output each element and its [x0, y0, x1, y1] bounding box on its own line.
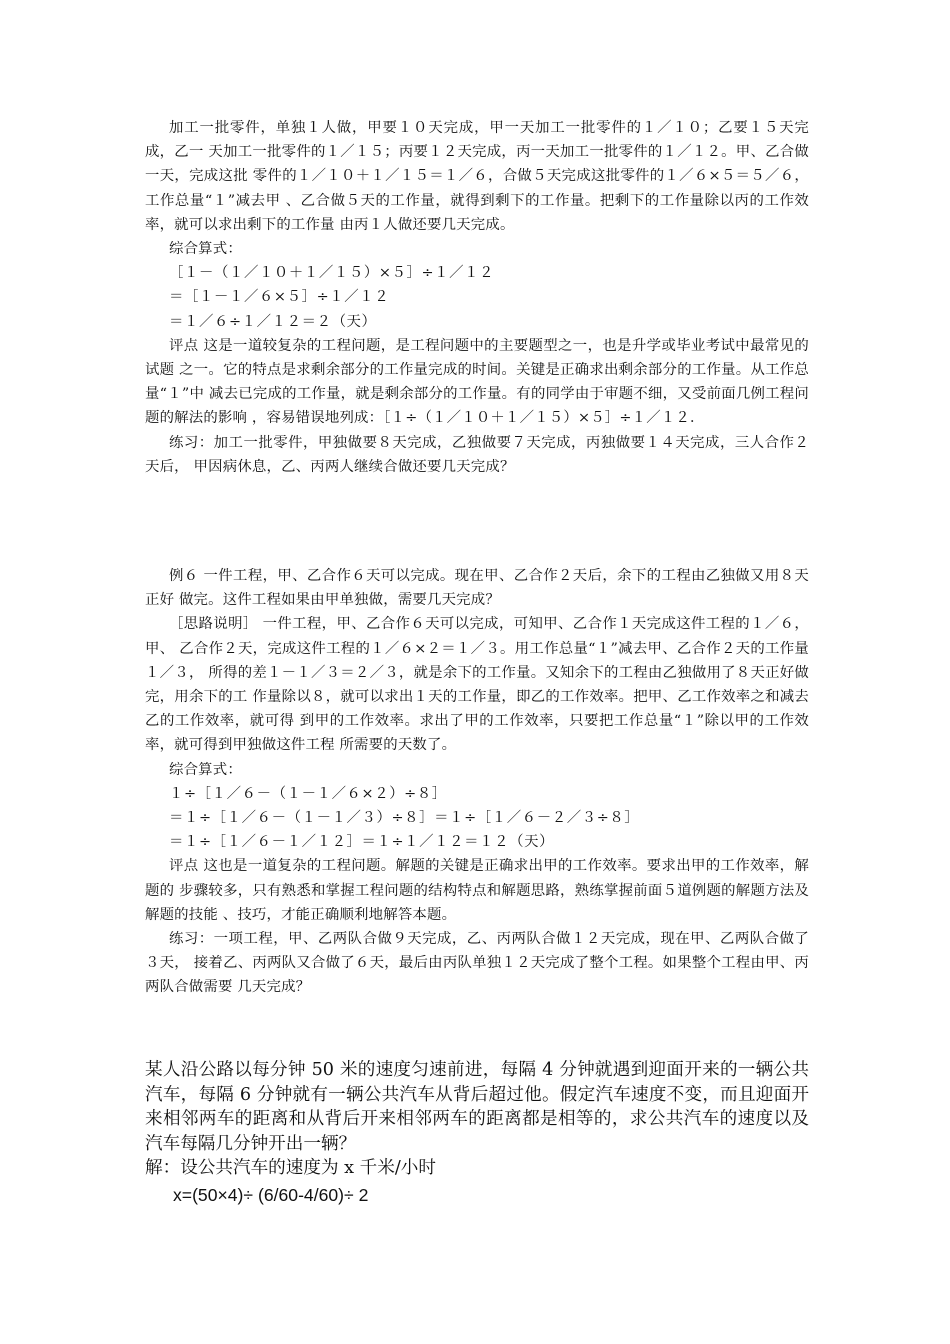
formula-line: ＝［１－１／６×５］÷１／１２	[169, 289, 390, 306]
formula-line: ＝１÷［１／６－（１－１／３）÷８］＝１÷［１／６－２／３÷８］	[169, 810, 640, 827]
comment-paragraph: 评点 这也是一道复杂的工程问题。解题的关键是正确求出甲的工作效率。要求出甲的工作效率，解题的 步骤较多，只有熟悉和掌握工程问题的结构特点和解题思路，熟练掌握前面５道例题的解题方法及解题的技能 、技巧，才能正确顺利地解答本题。	[145, 858, 809, 923]
problem-intro: 加工一批零件，单独１人做，甲要１０天完成，甲一天加工一批零件的１／１０；乙要１５天完成，乙一 天加工一批零件的１／１５；丙要１２天完成，丙一天加工一批零件的１／１２。甲、乙合做一天，完成这批 零件的１／１０＋１／１５＝１／６，合做５天完成这批零件的１／６×５＝５／６，工作总量“１”减去甲 、乙合做５天的工作量，就得到剩下的工作量。把剩下的工作量除以丙的工作效率，就可以求出剩下的工作量 由丙１人做还要几天完成。	[145, 120, 809, 233]
formula-label: 综合算式：	[169, 761, 242, 778]
formula-line: ＝１÷［１／６－１／１２］＝１÷１／１２＝１２（天）	[169, 834, 555, 851]
formula-label: 综合算式：	[169, 241, 242, 258]
exercise-paragraph: 练习：一项工程，甲、乙两队合做９天完成，乙、丙两队合做１２天完成，现在甲、乙两队合做了３天， 接着乙、丙两队又合做了６天，最后由丙队单独１２天完成了整个工程。如果整个工程由甲、丙两队合做需要 几天完成？	[145, 931, 809, 996]
section-example-6	[145, 564, 809, 1000]
analysis-paragraph: ［思路说明］ 一件工程，甲、乙合作６天可以完成，可知甲、乙合作１天完成这件工程的１／６，甲、 乙合作２天，完成这件工程的１／６×２＝１／３。用工作总量“１”减去甲、乙合作２天的工作量１／３， 所得的差１－１／３＝２／３，就是余下的工作量。又知余下的工程由乙独做用了８天正好做完，用余下的工 作量除以８，就可以求出１天的工作量，即乙的工作效率。把甲、乙工作效率之和减去乙的工作效率，就可得 到甲的工作效率。求出了甲的工作效率，只要把工作总量“１”除以甲的工作效率，就可得到甲独做这件工程 所需要的天数了。	[145, 616, 809, 754]
solution-formula: x=(50×4)÷ (6/60-4/60)÷ 2	[173, 1184, 369, 1205]
bus-problem-statement: 某人沿公路以每分钟 50 米的速度匀速前进，每隔 4 分钟就遇到迎面开来的一辆公共汽车，每隔 6 分钟就有一辆公共汽车从背后超过他。假定汽车速度不变，而且迎面开来相邻两车的距离和从背后开来相邻两车的距离都是相等的，求公共汽车的速度以及汽车每隔几分钟开出一辆？	[145, 1060, 809, 1154]
formula-line: ［１－（１／１０＋１／１５）×５］÷１／１２	[169, 265, 495, 282]
comment-paragraph: 评点 这是一道较复杂的工程问题，是工程问题中的主要题型之一，也是升学或毕业考试中最常见的试题 之一。它的特点是求剩余部分的工作量完成的时间。关键是正确求出剩余部分的工作量。从工作总量“１”中 减去已完成的工作量，就是剩余部分的工作量。有的同学由于审题不细，又受前面几例工程问题的解法的影响 ，容易错误地列成：［１÷（１／１０＋１／１５）×５］÷１／１２．	[145, 337, 809, 427]
formula-line: ＝１／６÷１／１２＝２（天）	[169, 313, 377, 330]
solution-intro: 解：设公共汽车的速度为 x 千米/小时	[145, 1158, 436, 1179]
exercise-paragraph: 练习：加工一批零件，甲独做要８天完成，乙独做要７天完成，丙独做要１４天完成，三人合作２天后， 甲因病休息，乙、丙两人继续合做还要几天完成？	[145, 434, 809, 475]
example-statement: 例６ 一件工程，甲、乙合作６天可以完成。现在甲、乙合作２天后，余下的工程由乙独做又用８天正好 做完。这件工程如果由甲单独做，需要几天完成？	[145, 568, 809, 609]
section-bus-problem	[145, 1058, 809, 1209]
formula-line: １÷［１／６－（１－１／６×２）÷８］	[169, 785, 447, 802]
section-work-problem-5	[145, 116, 809, 479]
